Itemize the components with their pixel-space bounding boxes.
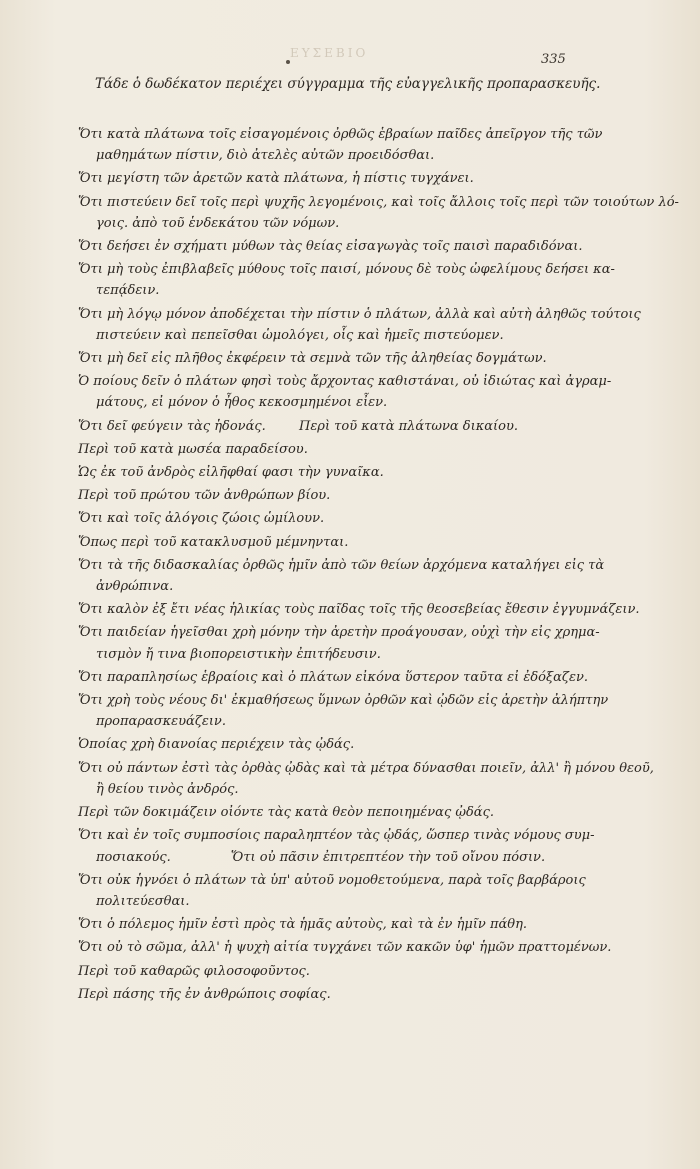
- chapter-entry-text: Ὅτι κατὰ πλάτωνα τοῖς εἰσαγομένοις ὀρθῶς ἑβραίων παῖδες ἀπεῖργον τῆς τῶν: [78, 127, 603, 142]
- chapter-entry-continuation: [78, 779, 578, 800]
- chapter-entry-continuation: [78, 847, 578, 868]
- chapter-entry: [78, 168, 578, 189]
- chapter-entry-continuation: [78, 325, 578, 346]
- chapter-entry: [78, 192, 679, 234]
- chapter-entry-text: Ὅτι παιδείαν ἡγεῖσθαι χρὴ μόνην τὴν ἀρετὴν προάγουσαν, οὐχὶ τὴν εἰς χρημα-: [78, 625, 600, 641]
- chapter-entry-text: Ὅτι μὴ λόγῳ μόνον ἀποδέχεται τὴν πίστιν ὁ πλάτων, ἀλλὰ καὶ αὐτὴ ἀληθῶς τούτοις: [78, 306, 641, 322]
- chapter-entry: [78, 304, 641, 346]
- chapter-entry: [78, 802, 578, 823]
- page-number: 335: [541, 52, 566, 67]
- continuation-text: τεπᾴδειν.: [96, 283, 160, 299]
- chapter-entry-text: Ὅτι δεήσει ἐν σχήματι μύθων τὰς θείας εἰσαγωγὰς τοῖς παισὶ παραδιδόναι.: [78, 239, 583, 255]
- chapter-entry-continuation: [78, 711, 578, 732]
- continuation-text: πιστεύειν καὶ πεπεῖσθαι ὡμολόγει, οἷς καὶ ἡμεῖς πιστεύομεν.: [96, 327, 504, 343]
- chapter-entry-text: Ὅτι ὁ πόλεμος ἡμῖν ἐστὶ πρὸς τὰ ἡμᾶς αὐτοὺς, καὶ τὰ ἐν ἡμῖν πάθη.: [78, 917, 528, 933]
- chapter-entry: [78, 371, 612, 413]
- chapter-entry: [78, 690, 609, 732]
- chapter-entry: [78, 124, 603, 166]
- chapter-entry: [78, 348, 578, 369]
- chapter-entry-continuation: [78, 392, 578, 413]
- chapter-entry: [78, 984, 578, 1005]
- chapter-entry: [78, 825, 595, 867]
- continuation-text: τισμὸν ἤ τινα βιοπορειστικὴν ἐπιτήδευσιν.: [96, 646, 381, 662]
- chapter-entry-continuation: [78, 644, 578, 665]
- continuation-text: ποσιακούς.: [96, 849, 171, 865]
- chapter-entry-text: Ὅτι καλὸν ἐξ ἔτι νέας ἡλικίας τοὺς παῖδας τοῖς τῆς θεοσεβείας ἔθεσιν ἐγγυμνάζειν.: [78, 602, 640, 618]
- chapter-entry-text: Περὶ τοῦ κατὰ μωσέα παραδείσου.: [78, 441, 308, 457]
- chapter-entry: [78, 758, 654, 800]
- chapter-entry: [78, 259, 615, 301]
- chapter-entry-text: Περὶ τῶν δοκιμάζειν οἰόντε τὰς κατὰ θεὸν πεποιημένας ᾠδάς.: [78, 805, 494, 821]
- chapter-entry-text: Ὅτι οὐκ ἡγνόει ὁ πλάτων τὰ ὑπ' αὐτοῦ νομοθετούμενα, παρὰ τοῖς βαρβάροις: [78, 872, 586, 888]
- continuation-text: ἢ θείου τινὸς ἀνδρός.: [96, 781, 239, 797]
- chapter-entry: [78, 599, 640, 620]
- running-head: ΕΥΣΕΒΙΟ: [290, 46, 369, 60]
- chapter-entry: [78, 485, 578, 506]
- chapter-entry-text: Ὅτι παραπλησίως ἑβραίοις καὶ ὁ πλάτων εἰκόνα ὕστερον ταῦτα εἰ ἐδόξαζεν.: [78, 669, 588, 685]
- chapter-entry: [78, 555, 605, 597]
- chapter-entry-text: Ὅτι μὴ δεῖ εἰς πλῆθος ἐκφέρειν τὰ σεμνὰ τῶν τῆς ἀληθείας δογμάτων.: [78, 351, 547, 367]
- chapter-entry: [78, 870, 586, 912]
- continuation-text: προπαρασκευάζειν.: [96, 714, 226, 730]
- chapter-entry-text: Ὅτι τὰ τῆς διδασκαλίας ὀρθῶς ἡμῖν ἀπὸ τῶν θείων ἀρχόμενα καταλήγει εἰς τὰ: [78, 557, 605, 573]
- chapter-entry: [78, 667, 588, 688]
- chapter-entry-text: Ὅτι μὴ τοὺς ἐπιβλαβεῖς μύθους τοῖς παισί, μόνους δὲ τοὺς ὠφελίμους δεήσει κα-: [78, 262, 615, 278]
- chapter-entry: [78, 532, 578, 553]
- continuation-text: πολιτεύεσθαι.: [96, 893, 190, 909]
- chapter-entry-continuation: [78, 213, 578, 234]
- chapter-entry: [78, 734, 578, 755]
- chapter-entry-text: Ὅτι μεγίστη τῶν ἀρετῶν κατὰ πλάτωνα, ἡ πίστις τυγχάνει.: [78, 171, 474, 187]
- chapter-entry-text: Ὁ ποίους δεῖν ὁ πλάτων φησὶ τοὺς ἄρχοντας καθιστάναι, οὐ ἰδιώτας καὶ ἀγραμ-: [78, 374, 612, 390]
- chapter-entry-continuation: [78, 280, 578, 301]
- chapter-entry: [78, 236, 583, 257]
- chapter-entry-text: Ὅτι δεῖ φεύγειν τὰς ἡδονάς.: [78, 418, 266, 434]
- continuation-text: ἀνθρώπινα.: [96, 579, 174, 595]
- chapter-entry: [78, 914, 578, 935]
- chapter-entry-continuation: [78, 576, 578, 597]
- chapter-entry-text: Περὶ τοῦ πρώτου τῶν ἀνθρώπων βίου.: [78, 488, 331, 504]
- chapter-entry: [78, 416, 578, 437]
- chapter-entry: [78, 937, 612, 958]
- chapter-entry-continuation: [78, 891, 578, 912]
- chapter-entry-text-right: Περὶ τοῦ κατὰ πλάτωνα δικαίου.: [298, 418, 518, 434]
- chapter-entry-text: Ὅπως περὶ τοῦ κατακλυσμοῦ μέμνηνται.: [78, 534, 349, 550]
- chapter-entry-continuation: [78, 145, 578, 166]
- chapter-entry: [78, 961, 578, 982]
- chapter-entry-text: Ὅτι καὶ τοῖς ἀλόγοις ζώοις ὡμίλουν.: [78, 511, 325, 527]
- chapter-entry-pair: [78, 416, 518, 437]
- chapter-entry-text: Ὅτι οὐ τὸ σῶμα, ἀλλ' ἡ ψυχὴ αἰτία τυγχάνει τῶν κακῶν ὑφ' ἡμῶν πραττομένων.: [78, 940, 612, 956]
- continuation-text: μαθημάτων πίστιν, διὸ ἀτελὲς αὐτῶν προειδόσθαι.: [96, 148, 435, 164]
- pencil-mark: [286, 60, 290, 64]
- chapter-list: [78, 124, 679, 1007]
- chapter-entry-text: Περὶ πάσης τῆς ἐν ἀνθρώποις σοφίας.: [78, 986, 331, 1002]
- chapter-entry: [78, 622, 600, 664]
- continuation-tail-text: Ὅτι οὐ πᾶσιν ἐπιτρεπτέον τὴν τοῦ οἴνου πόσιν.: [230, 849, 546, 865]
- chapter-entry: [78, 439, 578, 460]
- page-title: Τάδε ὁ δωδέκατον περιέχει σύγγραμμα τῆς εὐαγγελικῆς προπαρασκευῆς.: [95, 76, 601, 92]
- continuation-text: μάτους, εἰ μόνον ὁ ἦθος κεκοσμημένοι εἶεν.: [96, 395, 388, 411]
- chapter-entry-text: Ὁποίας χρὴ διανοίας περιέχειν τὰς ᾠδάς.: [78, 737, 355, 753]
- chapter-entry-text: Ὡς ἐκ τοῦ ἀνδρὸς εἰλῆφθαί φασι τὴν γυναῖκα.: [78, 465, 384, 481]
- chapter-entry: [78, 462, 578, 483]
- chapter-entry-text: Ὅτι οὐ πάντων ἐστὶ τὰς ὀρθὰς ᾠδὰς καὶ τὰ μέτρα δύνασθαι ποιεῖν, ἀλλ' ἢ μόνου θεοῦ,: [78, 760, 654, 776]
- chapter-entry-text: Ὅτι πιστεύειν δεῖ τοῖς περὶ ψυχῆς λεγομένοις, καὶ τοῖς ἄλλοις τοῖς περὶ τῶν τοιούτων λό-: [78, 194, 679, 210]
- chapter-entry-text: Ὅτι χρὴ τοὺς νέους δι' ἐκμαθήσεως ὕμνων ὀρθῶν καὶ ᾠδῶν εἰς ἀρετὴν ἀλήπτην: [78, 693, 609, 709]
- chapter-entry-text: Ὅτι καὶ ἐν τοῖς συμποσίοις παραληπτέον τὰς ᾠδάς, ὥσπερ τινὰς νόμους συμ-: [78, 828, 595, 844]
- chapter-entry-text: Περὶ τοῦ καθαρῶς φιλοσοφοῦντος.: [78, 963, 310, 979]
- continuation-text: γοις. ἀπὸ τοῦ ἑνδεκάτου τῶν νόμων.: [96, 215, 340, 231]
- chapter-entry: [78, 508, 578, 529]
